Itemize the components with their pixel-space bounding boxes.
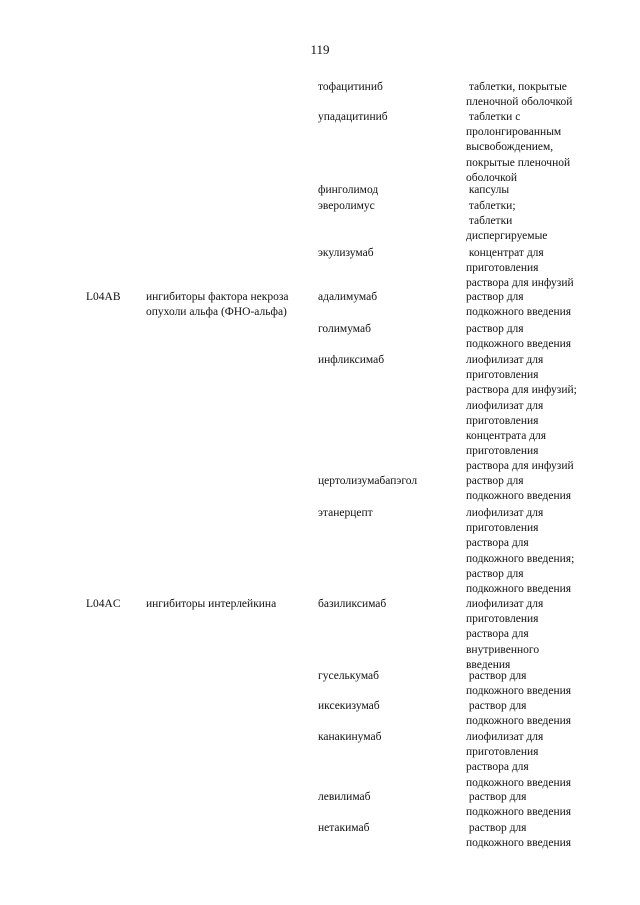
drug-name: адалимумаб xyxy=(318,291,378,303)
drug-name: канакинумаб xyxy=(318,731,382,743)
drug-name: инфликсимаб xyxy=(318,354,385,366)
dosage-form-line: лиофилизат для xyxy=(466,507,544,519)
dosage-form-line: подкожного введения xyxy=(466,685,572,698)
drug-name: экулизумаб xyxy=(318,247,374,259)
dosage-form-line: концентрат для xyxy=(466,247,544,259)
dosage-form-line: раствора для xyxy=(466,537,529,550)
drug-name: эверолимус xyxy=(318,200,375,212)
dosage-form-line: раствора для xyxy=(466,761,529,774)
dosage-form-line: подкожного введения xyxy=(466,338,572,351)
group-name-line: опухоли альфа (ФНО-альфа) xyxy=(146,306,287,319)
dosage-form-line: концентрата для xyxy=(466,430,547,442)
dosage-form-line: подкожного введения xyxy=(466,583,572,595)
drug-name: упадацитиниб xyxy=(318,111,388,123)
atc-code: L04AB xyxy=(86,291,121,303)
drug-name: иксекизумаб xyxy=(318,700,380,712)
dosage-form-line: приготовления xyxy=(466,445,539,458)
dosage-form-line: раствора для xyxy=(466,628,529,641)
dosage-form-line: приготовления xyxy=(466,369,539,382)
page-number: 119 xyxy=(310,42,330,57)
dosage-form-line: раствора для инфузий; xyxy=(466,384,577,397)
dosage-form-line: лиофилизат для xyxy=(466,731,544,743)
dosage-form-line: раствор для xyxy=(466,822,527,834)
dosage-form-line: таблетки xyxy=(466,215,513,228)
dosage-form-line: раствор для xyxy=(466,670,527,682)
dosage-form-line: подкожного введения xyxy=(466,776,572,789)
dosage-form-line: приготовления xyxy=(466,746,539,759)
group-name-line: ингибиторы фактора некроза xyxy=(146,291,289,303)
dosage-form-line: раствор для xyxy=(466,791,527,803)
dosage-form-line: введения xyxy=(466,658,511,671)
drug-name: гуселькумаб xyxy=(318,670,379,682)
dosage-form-line: лиофилизат для xyxy=(466,399,544,412)
drug-name: цертолизумабапэгол xyxy=(318,475,418,487)
dosage-form-line: подкожного введения; xyxy=(466,552,575,565)
dosage-form-line: раствор для xyxy=(466,323,524,335)
dosage-form-line: лиофилизат для xyxy=(466,354,544,366)
dosage-form-line: подкожного введения xyxy=(466,806,572,819)
dosage-form-line: таблетки с xyxy=(466,111,521,123)
dosage-form-line: раствор для xyxy=(466,567,524,580)
dosage-form-line: капсулы xyxy=(466,184,510,196)
drug-name: нетакимаб xyxy=(318,822,370,834)
dosage-form-line: таблетки; xyxy=(466,200,516,212)
dosage-form-line: приготовления xyxy=(466,613,539,626)
dosage-form-line: подкожного введения xyxy=(466,715,572,728)
dosage-form-line: внутривенного xyxy=(466,643,540,656)
dosage-form-line: пролонгированным xyxy=(466,126,562,139)
dosage-form-line: подкожного введения xyxy=(466,490,572,503)
atc-code: L04AC xyxy=(86,598,121,610)
drug-name: этанерцепт xyxy=(318,507,373,519)
dosage-form-line: лиофилизат для xyxy=(466,598,544,610)
drug-name: голимумаб xyxy=(318,323,371,335)
dosage-form-line: раствор для xyxy=(466,291,524,303)
dosage-form-line: приготовления xyxy=(466,414,539,427)
group-name-line: ингибиторы интерлейкина xyxy=(146,598,277,610)
dosage-form-line: подкожного введения xyxy=(466,837,572,850)
dosage-form-line: оболочкой xyxy=(466,171,518,184)
drug-name: левилимаб xyxy=(318,791,371,803)
dosage-form-line: пленочной оболочкой xyxy=(466,96,573,109)
dosage-form-line: таблетки, покрытые xyxy=(466,81,567,93)
drug-name: тофацитиниб xyxy=(318,81,383,93)
dosage-form-line: приготовления xyxy=(466,262,539,275)
dosage-form-line: диспергируемые xyxy=(466,230,548,243)
dosage-form-line: раствора для инфузий xyxy=(466,277,574,290)
dosage-form-line: раствор для xyxy=(466,700,527,712)
drug-name: базиликсимаб xyxy=(318,598,387,610)
dosage-form-line: высвобождением, xyxy=(466,141,554,154)
dosage-form-line: подкожного введения xyxy=(466,306,572,319)
drug-name: финголимод xyxy=(318,184,379,196)
dosage-form-line: приготовления xyxy=(466,522,539,535)
dosage-form-line: покрытые пленочной xyxy=(466,156,571,169)
dosage-form-line: раствор для xyxy=(466,475,524,487)
dosage-form-line: раствора для инфузий xyxy=(466,460,574,473)
